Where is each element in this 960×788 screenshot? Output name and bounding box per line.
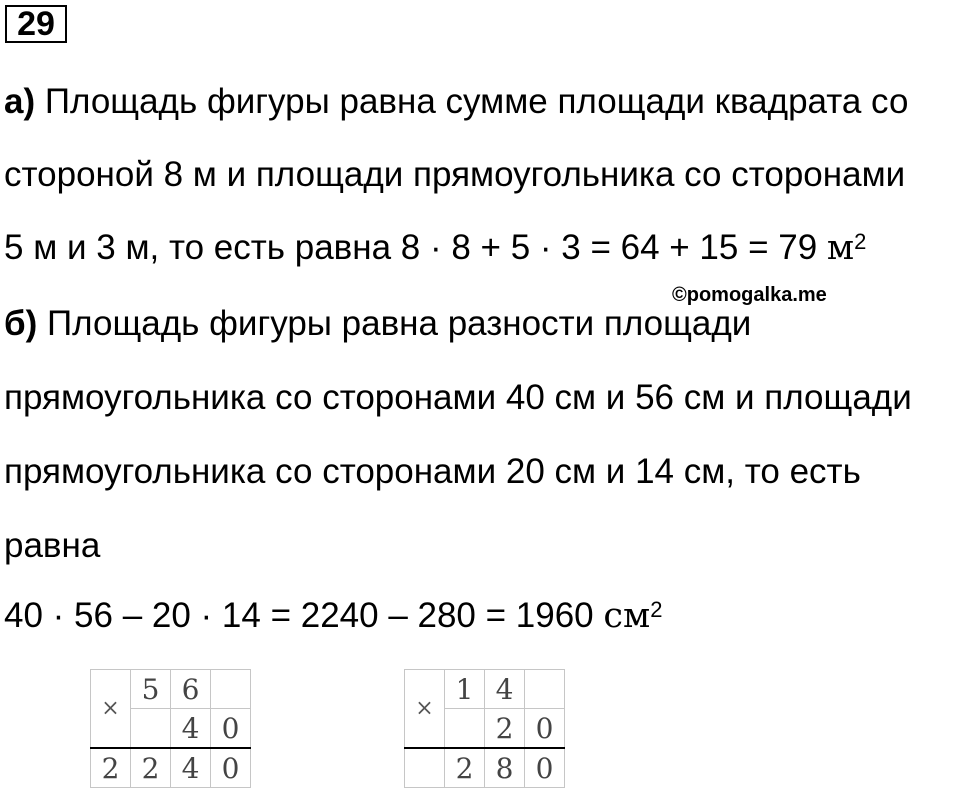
multiplication-56-by-40 — [90, 669, 251, 788]
part-a-text-1: Площадь фигуры равна сумме площади квадрата со — [44, 82, 909, 121]
calc-cell: 0 — [525, 748, 565, 788]
calc-cell — [525, 670, 565, 709]
calc-cell: 4 — [171, 709, 211, 749]
calc-row — [405, 670, 565, 709]
calc-cell — [405, 748, 445, 788]
part-a-line-1 — [4, 82, 908, 122]
part-b-text-1: Площадь фигуры равна разности площади — [47, 304, 752, 343]
part-b-exponent: 2 — [650, 597, 663, 622]
calc-cell: 1 — [445, 670, 485, 709]
calc-cell: 6 — [171, 670, 211, 709]
calc-cell: 0 — [211, 709, 251, 749]
part-a-label: а) — [4, 82, 36, 121]
part-b-line-1 — [4, 304, 751, 344]
problem-number: 29 — [5, 5, 67, 43]
calc-cell: 2 — [91, 748, 131, 788]
part-a-line-2: стороной 8 м и площади прямоугольника со сторонами — [4, 155, 906, 194]
part-b-line-4: равна — [4, 526, 101, 565]
part-b-line-3: прямоугольника со сторонами 20 см и 14 см, то есть — [4, 452, 861, 491]
part-b-label: б) — [4, 304, 38, 343]
part-a-exponent: 2 — [854, 229, 867, 254]
calc-cell: 4 — [171, 748, 211, 788]
calc-cell — [445, 709, 485, 749]
calc-cell — [131, 709, 171, 749]
calc-cell: 5 — [131, 670, 171, 709]
calc-cell: 0 — [211, 748, 251, 788]
calc-row — [91, 670, 251, 709]
multiply-sign: × — [405, 670, 445, 749]
calc-result-row — [91, 748, 251, 788]
part-a-line-3 — [4, 228, 866, 268]
part-b-line-2: прямоугольника со сторонами 40 см и 56 см и площади — [4, 378, 912, 417]
part-b-expression: 40 · 56 – 20 · 14 = 2240 – 280 = 1960 — [4, 596, 604, 635]
multiply-sign: × — [91, 670, 131, 749]
calc-cell: 4 — [485, 670, 525, 709]
part-b-line-5 — [4, 596, 662, 636]
calc-cell: 8 — [485, 748, 525, 788]
part-b-unit: см — [603, 596, 651, 636]
part-a-expression: 5 м и 3 м, то есть равна 8 · 8 + 5 · 3 = 64 + 15 = 79 — [4, 228, 827, 267]
calc-cell: 0 — [525, 709, 565, 749]
watermark: ©pomogalka.me — [672, 284, 827, 306]
calc-cell: 2 — [445, 748, 485, 788]
calc-cell — [211, 670, 251, 709]
multiplication-14-by-20 — [404, 669, 565, 788]
part-a-unit: м — [826, 228, 855, 268]
calc-cell: 2 — [485, 709, 525, 749]
calc-result-row — [405, 748, 565, 788]
calc-cell: 2 — [131, 748, 171, 788]
